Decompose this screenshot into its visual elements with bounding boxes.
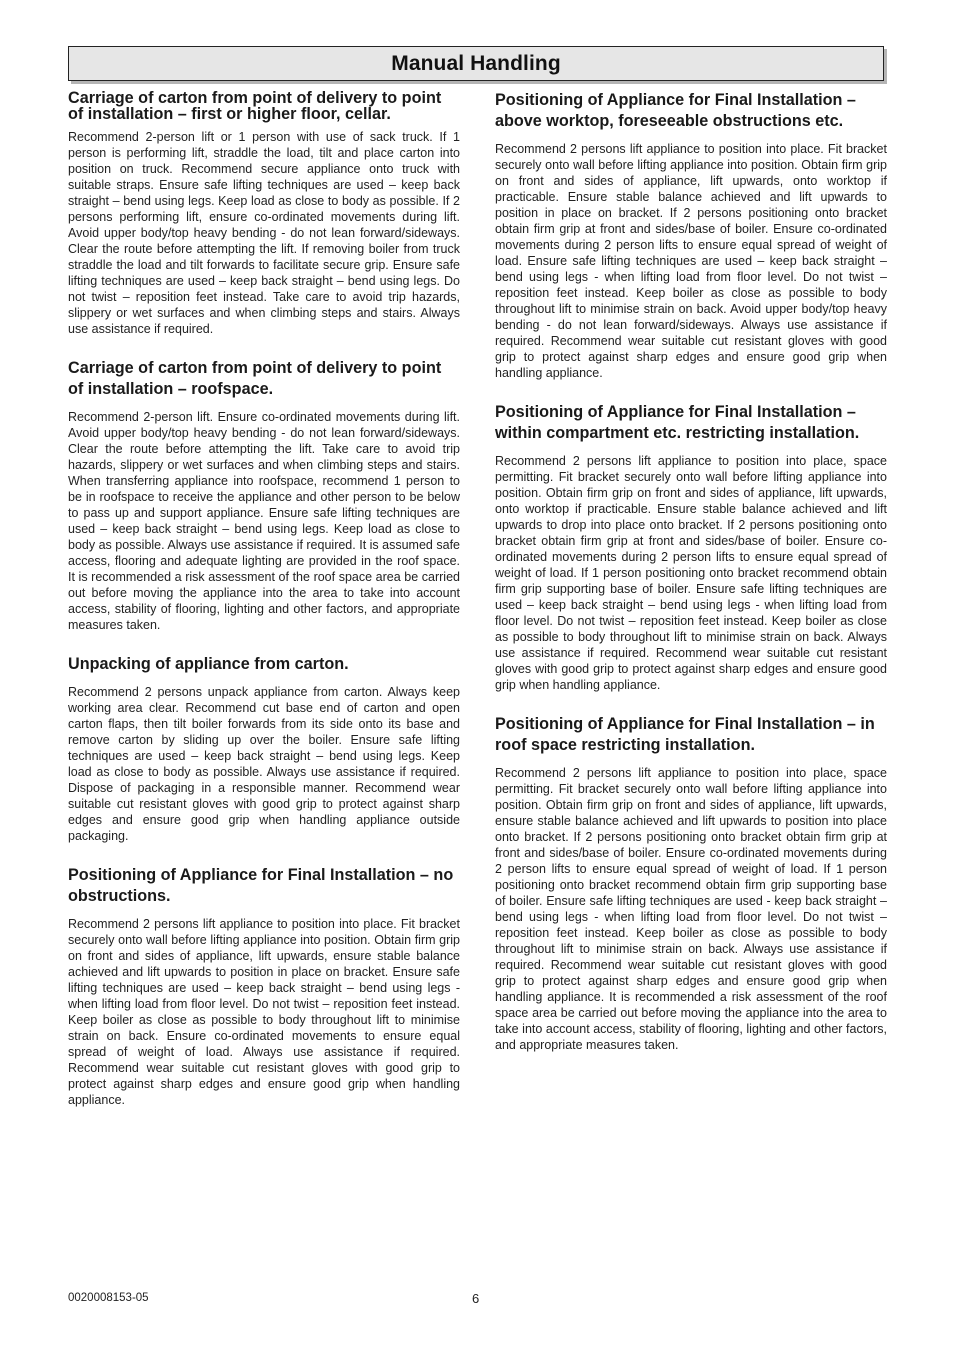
section-body: Recommend 2 persons unpack appliance from carton. Always keep working area clear. Recommend cut base end of carton and open carton flaps, then tilt boiler forwards from its side onto its base and remove carton by sliding up over the boiler. Ensure safe lifting techniques are used – keep back straight – bend using legs. Keep load as close to body as possible. Always use assistance if required. Dispose of packaging in a responsible manner. Recommend wear suitable cut resistant gloves with good grip to protect against sharp edges and ensure good grip when handling appliance outside packaging. <box>68 685 460 843</box>
section-heading: Positioning of Appliance for Final Installation – within compartment etc. restricting installation. <box>495 403 860 442</box>
section-heading: Carriage of carton from point of delivery to point of installation – roofspace. <box>68 359 442 398</box>
section-body: Recommend 2-person lift or 1 person with use of sack truck. If 1 person is performing lift, straddle the load, tilt and place carton into position on truck. Recommend secure appliance onto truck with suitable straps. Ensure safe lifting techniques are used – keep back straight – bend using legs. Keep load as close to body as possible. If 2 persons performing lift, ensure co-ordinated movements during lift. Avoid upper body/top heavy bending - do not lean forward/sideways. Clear the route before attempting the lift. If removing boiler from truck straddle the load and tilt forwards to facilitate secure grip. Ensure safe lifting techniques are used – keep back straight – bend using legs. Do not twist – reposition feet instead. Take care to avoid trip hazards, slippery or wet surfaces and when climbing steps and stairs. Always use assistance if required. <box>68 130 460 336</box>
section-body: Recommend 2 persons lift appliance to position into place, space permitting. Fit bracket securely onto wall before lifting appliance into position. Obtain firm grip on front and sides of appliance, lift upwards, ensure stable balance achieved and lift upwards to position into place onto bracket. If 2 persons positioning onto bracket obtain firm grip at front and sides/base of boiler. Ensure co-ordinated movements during 2 person lifts to ensure equal spread of weight of load. If 1 person positioning onto bracket recommend obtain firm grip supporting base of boiler. Ensure safe lifting techniques are used - keep back straight – bend using legs - when lifting load from floor level. Do not twist – reposition feet instead. Keep boiler as close as possible to body throughout lift to minimise strain on back. Always use assistance if required. Recommend wear suitable cut resistant gloves with good grip to protect against sharp edges and ensure good grip when handling appliance. It is recommended a risk assessment of the roof space area be carried out before moving the appliance into the area to take into account access, stability of flooring, lighting and other factors, and appropriate measures taken. <box>495 766 887 1052</box>
section-carriage-floor-cellar <box>68 90 460 337</box>
section-unpacking <box>68 654 460 844</box>
section-heading: Unpacking of appliance from carton. <box>68 655 349 673</box>
section-heading: Positioning of Appliance for Final Installation – in roof space restricting installation. <box>495 715 875 754</box>
section-body: Recommend 2 persons lift appliance to position into place, space permitting. Fit bracket securely onto wall before lifting appliance into position. Obtain firm grip on front and sides of appliance, lift upwards, onto worktop if practicable. Ensure stable balance achieved and lift upwards to drop into place onto bracket. If 2 persons positioning onto bracket obtain firm grip at front and sides/base of boiler. Ensure co-ordinated movements during 2 person lifts to ensure equal spread of weight of load. If 1 person positioning onto bracket recommend obtain firm grip supporting base of boiler. Ensure safe lifting techniques are used – keep back straight – bend using legs - when lifting load from floor level. Do not twist – reposition feet instead. Keep boiler as close as possible to body throughout lift to minimise strain on back. Always use assistance if required. Recommend wear suitable cut resistant gloves with good grip to protect against sharp edges and ensure good grip when handling appliance. <box>495 454 887 692</box>
section-carriage-roofspace <box>68 358 460 633</box>
section-roof-space-restricting <box>495 714 887 1053</box>
page-title: Manual Handling <box>391 51 561 75</box>
section-heading: Positioning of Appliance for Final Installation – no obstructions. <box>68 866 454 905</box>
section-body: Recommend 2 persons lift appliance to position into place. Fit bracket securely onto wall before lifting appliance into position. Obtain firm grip on front and sides of appliance, lift upwards, ensure stable balance achieved and lift upwards to position in place on bracket. Ensure safe lifting techniques are used – keep back straight – bend using legs - when lifting load from floor level. Do not twist – reposition feet instead. Keep boiler as close as possible to body throughout lift to minimise strain on back. Ensure co-ordinated movements to ensure equal spread of weight of load. Always use assistance if required. Recommend wear suitable cut resistant gloves with good grip to protect against sharp edges and ensure good grip when handling appliance. <box>68 917 460 1107</box>
document-code: 0020008153-05 <box>68 1292 149 1304</box>
section-above-worktop <box>495 90 887 381</box>
section-body: Recommend 2-person lift. Ensure co-ordinated movements during lift. Avoid upper body/top heavy bending - do not lean forward/sideways. Clear the route before attempting the lift. Take care to avoid trip hazards, slippery or wet surfaces and when climbing steps and stairs. When transferring appliance into roofspace, recommend 1 person to be in roofspace to receive the appliance and other person to be below to pass up and support appliance. Ensure safe lifting techniques are used – keep back straight – bend using legs. Keep load as close to body as possible. Always use assistance if required. It is assumed safe access, flooring and adequate lighting are provided in the roof space. It is recommended a risk assessment of the roof space area be carried out before moving the appliance into the area to take into account access, stability of flooring, lighting and other factors, and appropriate measures taken. <box>68 410 460 632</box>
section-heading: Positioning of Appliance for Final Installation – above worktop, foreseeable obstructions etc. <box>495 91 856 130</box>
section-no-obstructions <box>68 865 460 1108</box>
page-title-bar <box>68 46 884 81</box>
section-heading: Carriage of carton from point of delivery to point of installation – first or higher floor, cellar. <box>68 89 442 123</box>
right-column <box>495 90 887 1074</box>
section-within-compartment <box>495 402 887 693</box>
page-number: 6 <box>472 1291 480 1306</box>
left-column <box>68 90 460 1129</box>
section-body: Recommend 2 persons lift appliance to position into place. Fit bracket securely onto wall before lifting appliance into position. Obtain firm grip on front and sides of appliance, lift upwards, onto worktop if practicable. Ensure stable balance achieved and lift upwards to position in place on bracket. If 2 persons positioning onto bracket obtain firm grip at front and sides/base of boiler. Ensure co-ordinated movements during 2 person lifts to ensure equal spread of weight of load. Ensure safe lifting techniques are used – keep back straight – bend using legs - when lifting load from floor level. Do not twist – reposition feet instead. Keep boiler as close as possible to body throughout lift to minimise strain on back. Avoid upper body/top heavy bending - do not lean forward/sideways. Always use assistance if required. Recommend wear suitable cut resistant gloves with good grip to protect against sharp edges and ensure good grip when handling appliance. <box>495 142 887 380</box>
